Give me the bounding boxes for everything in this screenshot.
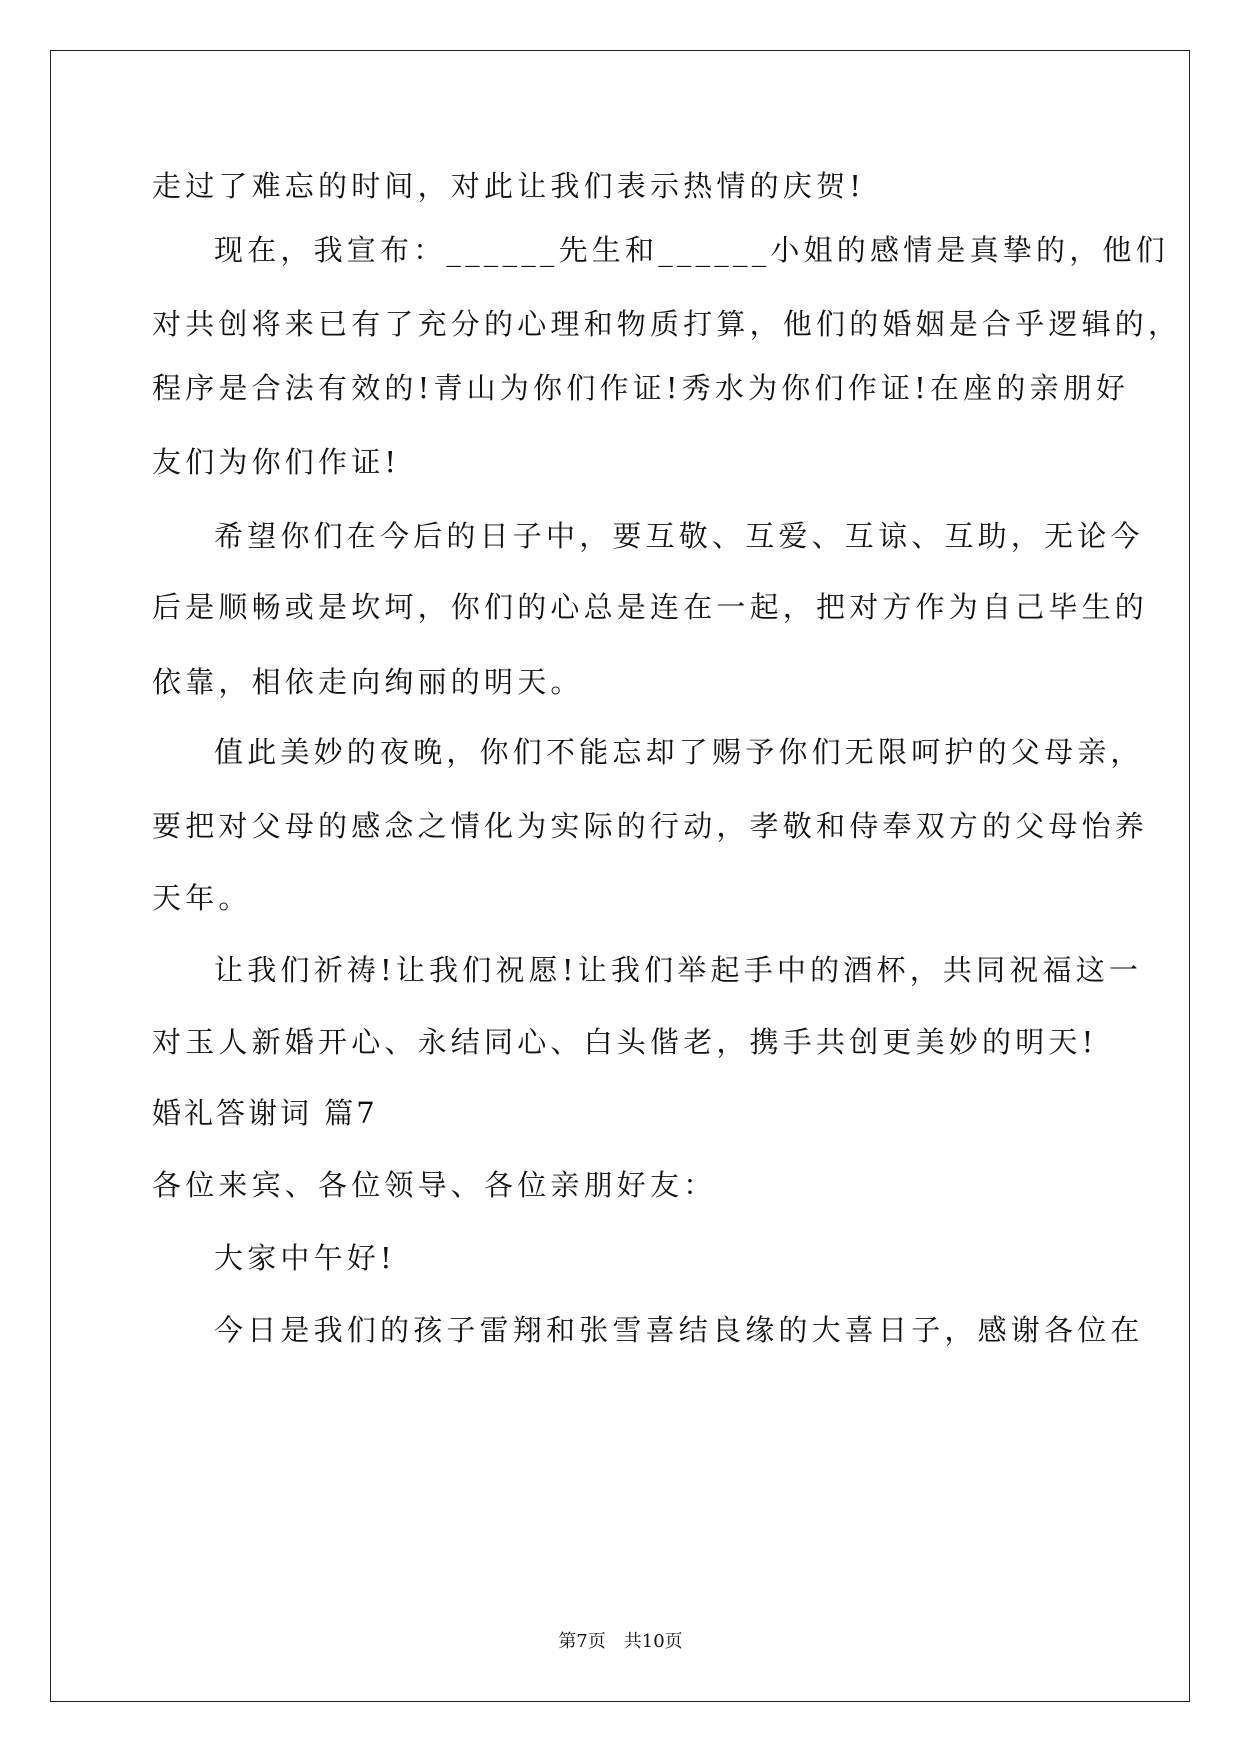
paragraph-line: 大家中午好! [214, 1241, 396, 1275]
page-footer: 第7页 共10页 [558, 1631, 683, 1652]
text-line: 对玉人新婚开心、永结同心、白头偕老，携手共创更美妙的明天! [152, 1025, 1098, 1059]
salutation-line: 各位来宾、各位领导、各位亲朋好友： [152, 1168, 717, 1202]
paragraph-line: 希望你们在今后的日子中，要互敬、互爱、互谅、互助，无论今 [214, 519, 1144, 553]
text-line: 依靠，相依走向绚丽的明天。 [152, 665, 584, 699]
text-line: 后是顺畅或是坎坷，你们的心总是连在一起，把对方作为自己毕生的 [152, 590, 1149, 624]
text-line: 天年。 [152, 881, 252, 915]
paragraph-line: 值此美妙的夜晚，你们不能忘却了赐予你们无限呵护的父母亲， [214, 735, 1144, 769]
paragraph-line: 让我们祈祷!让我们祝愿!让我们举起手中的酒杯，共同祝福这一 [214, 953, 1143, 987]
paragraph-line: 今日是我们的孩子雷翔和张雪喜结良缘的大喜日子，感谢各位在 [214, 1313, 1144, 1347]
text-line: 要把对父母的感念之情化为实际的行动，孝敬和侍奉双方的父母怡养 [152, 809, 1149, 843]
section-heading: 婚礼答谢词 篇7 [152, 1096, 378, 1130]
text-line: 友们为你们作证! [152, 445, 401, 479]
text-line: 走过了难忘的时间，对此让我们表示热情的庆贺! [152, 169, 866, 203]
text-line: 程序是合法有效的!青山为你们作证!秀水为你们作证!在座的亲朋好 [152, 371, 1130, 405]
text-line: 对共创将来已有了充分的心理和物质打算，他们的婚姻是合乎逻辑的， [152, 307, 1182, 341]
paragraph-line: 现在，我宣布：______先生和______小姐的感情是真挚的，他们 [214, 233, 1169, 267]
